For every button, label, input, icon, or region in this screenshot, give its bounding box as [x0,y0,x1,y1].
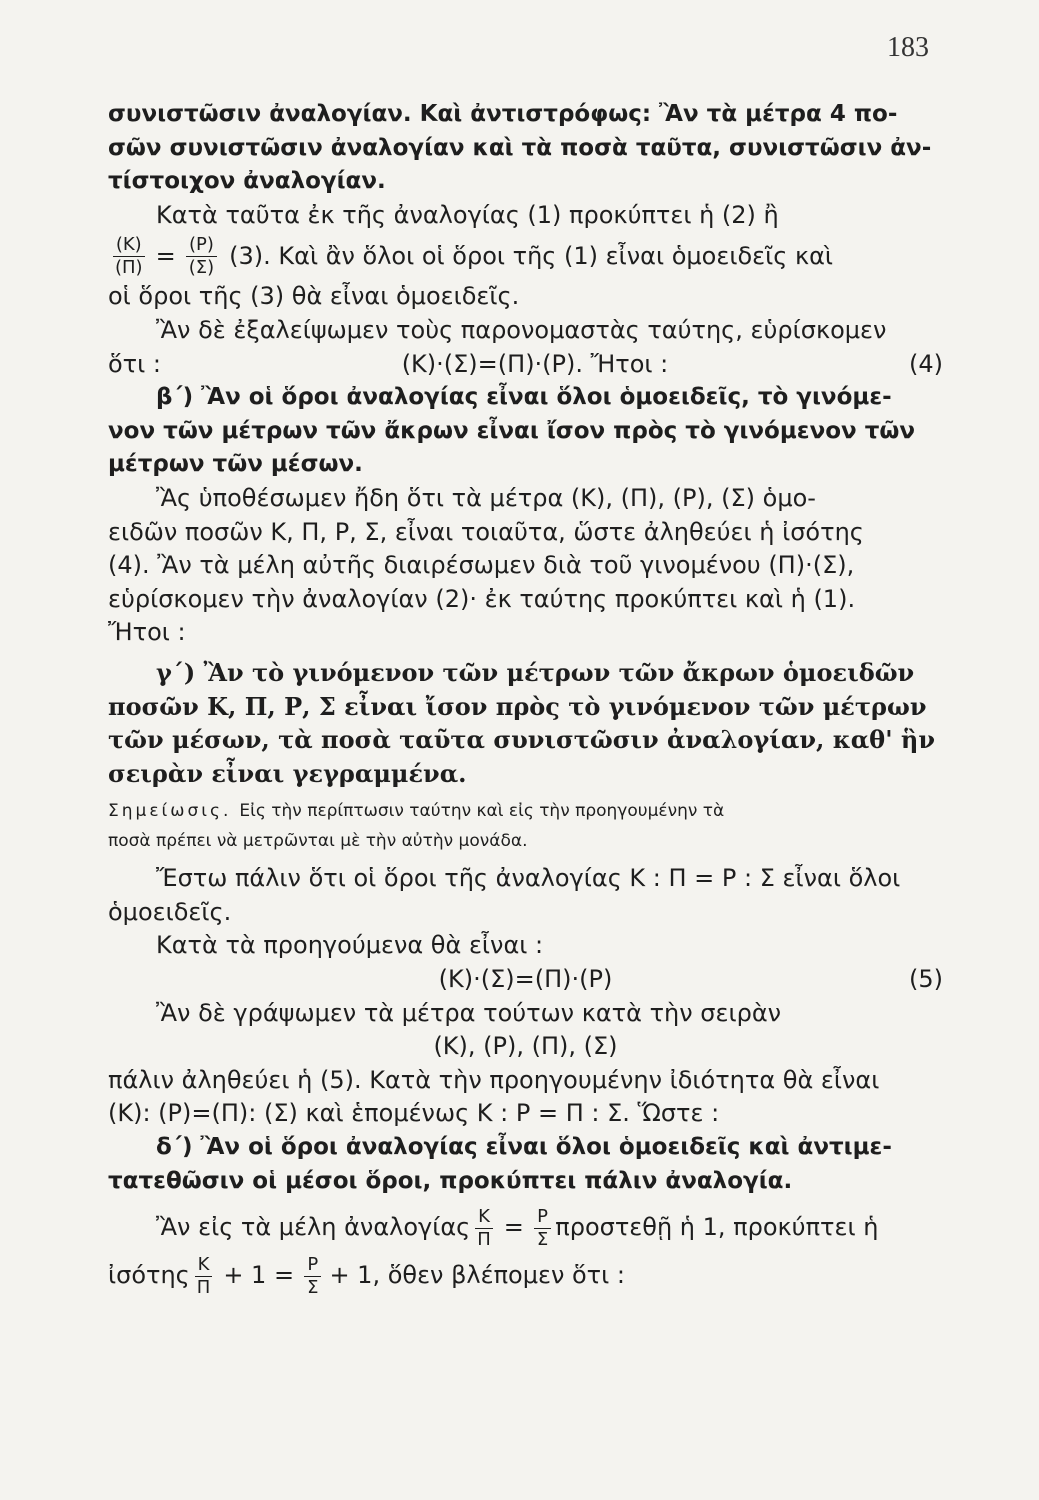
fraction-line: $\frac{(K)}{(\Pi)}$ = $\frac{(P)}{(\Sigma)}$ (3). Καὶ ἂν ὅλοι οἱ ὅροι τῆς (1) εἶναι ὁμοειδεῖς καὶ [108,232,943,280]
fraction: $\frac{P}{\Sigma}$ [304,1256,321,1297]
text-line: Ἤτοι : [108,618,186,647]
theorem-line: σειρὰν εἶναι γεγραμμένα. [108,758,467,788]
text-line: οἱ ὅροι τῆς (3) θὰ εἶναι ὁμοειδεῖς. [108,282,520,311]
equation-line: (Κ)·(Σ)=(Π)·(Ρ) (5) [108,963,943,997]
fraction: $\frac{K}{\Pi}$ [194,1256,214,1297]
theorem-line: μέτρων τῶν μέσων. [108,451,363,478]
text-line: (4). Ἂν τὰ μέλη αὐτῆς διαιρέσωμεν διὰ τοῦ γινομένου (Π)·(Σ), [108,551,855,580]
page-body [108,98,943,1300]
text-line: Κατὰ ταῦτα ἐκ τῆς ἀναλογίας (1) προκύπτει ἡ (2) ἢ [156,200,779,229]
text-line: Ἔστω πάλιν ὅτι οἱ ὅροι τῆς ἀναλογίας Κ : Π = Ρ : Σ εἶναι ὅλοι [156,864,901,893]
theorem-line: β΄) Ἂν οἱ ὅροι ἀναλογίας εἶναι ὅλοι ὁμοειδεῖς, τὸ γινόμε- [156,384,892,411]
note-heading: Σημείωσις. [108,801,232,822]
text-line: Ἂς ὑποθέσωμεν ἤδη ὅτι τὰ μέτρα (Κ), (Π), (Ρ), (Σ) ὁμο- [156,483,816,512]
theorem-line: τατεθῶσιν οἱ μέσοι ὅροι, προκύπτει πάλιν ἀναλογία. [108,1167,793,1194]
text-line: Ἂν δὲ ἐξαλείψωμεν τοὺς παρονομαστὰς ταύτης, εὑρίσκομεν [156,315,887,344]
text-line: τίστοιχον ἀναλογίαν. [108,168,386,195]
note-line: ποσὰ πρέπει νὰ μετρῶνται μὲ τὴν αὐτὴν μονάδα. [108,831,528,852]
theorem-line: δ΄) Ἂν οἱ ὅροι ἀναλογίας εἶναι ὅλοι ὁμοειδεῖς καὶ ἀντιμε- [156,1134,892,1161]
fraction: $\frac{P}{\Sigma}$ [534,1208,551,1249]
text-line: σῶν συνιστῶσιν ἀναλογίαν καὶ τὰ ποσὰ ταῦτα, συνιστῶσιν ἀν- [108,134,932,161]
note-line: Σημείωσις. Εἰς τὴν περίπτωσιν ταύτην καὶ εἰς τὴν προηγουμένην τὰ [108,796,943,826]
fraction: $\frac{K}{\Pi}$ [474,1208,494,1249]
theorem-line: ποσῶν Κ, Π, Ρ, Σ εἶναι ἴσον πρὸς τὸ γινόμενον τῶν μέτρων [108,691,927,721]
theorem-line: νον τῶν μέτρων τῶν ἄκρων εἶναι ἴσον πρὸς τὸ γινόμενον τῶν [108,417,916,444]
text-line: ὅτι : (Κ)·(Σ)=(Π)·(Ρ). Ἤτοι : (4) [108,348,943,382]
equation-number: (4) [908,349,943,378]
fraction-line: Ἂν εἰς τὰ μέλη ἀναλογίας $\frac{K}{\Pi}$ = $\frac{P}{\Sigma}$ προστεθῇ ἡ 1, προκύπτει ἡ [156,1205,879,1250]
text-line: Ἂν δὲ γράψωμεν τὰ μέτρα τούτων κατὰ τὴν σειρὰν [156,998,782,1027]
text-line: ειδῶν ποσῶν Κ, Π, Ρ, Σ, εἶναι τοιαῦτα, ὥστε ἀληθεύει ἡ ἰσότης [108,517,864,546]
fraction: $\frac{(P)}{(\Sigma)}$ [186,236,217,277]
theorem-line: τῶν μέσων, τὰ ποσὰ ταῦτα συνιστῶσιν ἀναλογίαν, καθ' ἣν [108,725,935,755]
text-line: (Κ): (Ρ)=(Π): (Σ) καὶ ἑπομένως Κ : Ρ = Π : Σ. Ὥστε : [108,1099,720,1128]
page-number: 183 [887,32,929,63]
fraction-line: ἰσότης $\frac{K}{\Pi}$ + 1 = $\frac{P}{\Sigma}$ + 1, ὅθεν βλέπομεν ὅτι : [108,1253,625,1298]
text-line: ὁμοειδεῖς. [108,897,232,926]
theorem-line: γ΄) Ἂν τὸ γινόμενον τῶν μέτρων τῶν ἄκρων ὁμοειδῶν [156,657,915,687]
equation-number: (5) [909,965,943,994]
text-line: πάλιν ἀληθεύει ἡ (5). Κατὰ τὴν προηγουμένην ἰδιότητα θὰ εἶναι [108,1065,880,1094]
text-line: Κατὰ τὰ προηγούμενα θὰ εἶναι : [156,931,544,960]
text-line: εὑρίσκομεν τὴν ἀναλογίαν (2)· ἐκ ταύτης προκύπτει καὶ ἡ (1). [108,584,856,613]
fraction: $\frac{(K)}{(\Pi)}$ [112,236,146,277]
equation-line: (Κ), (Ρ), (Π), (Σ) [433,1032,618,1061]
text-line: συνιστῶσιν ἀναλογίαν. Καὶ ἀντιστρόφως: Ἂν τὰ μέτρα 4 πο- [108,101,898,127]
